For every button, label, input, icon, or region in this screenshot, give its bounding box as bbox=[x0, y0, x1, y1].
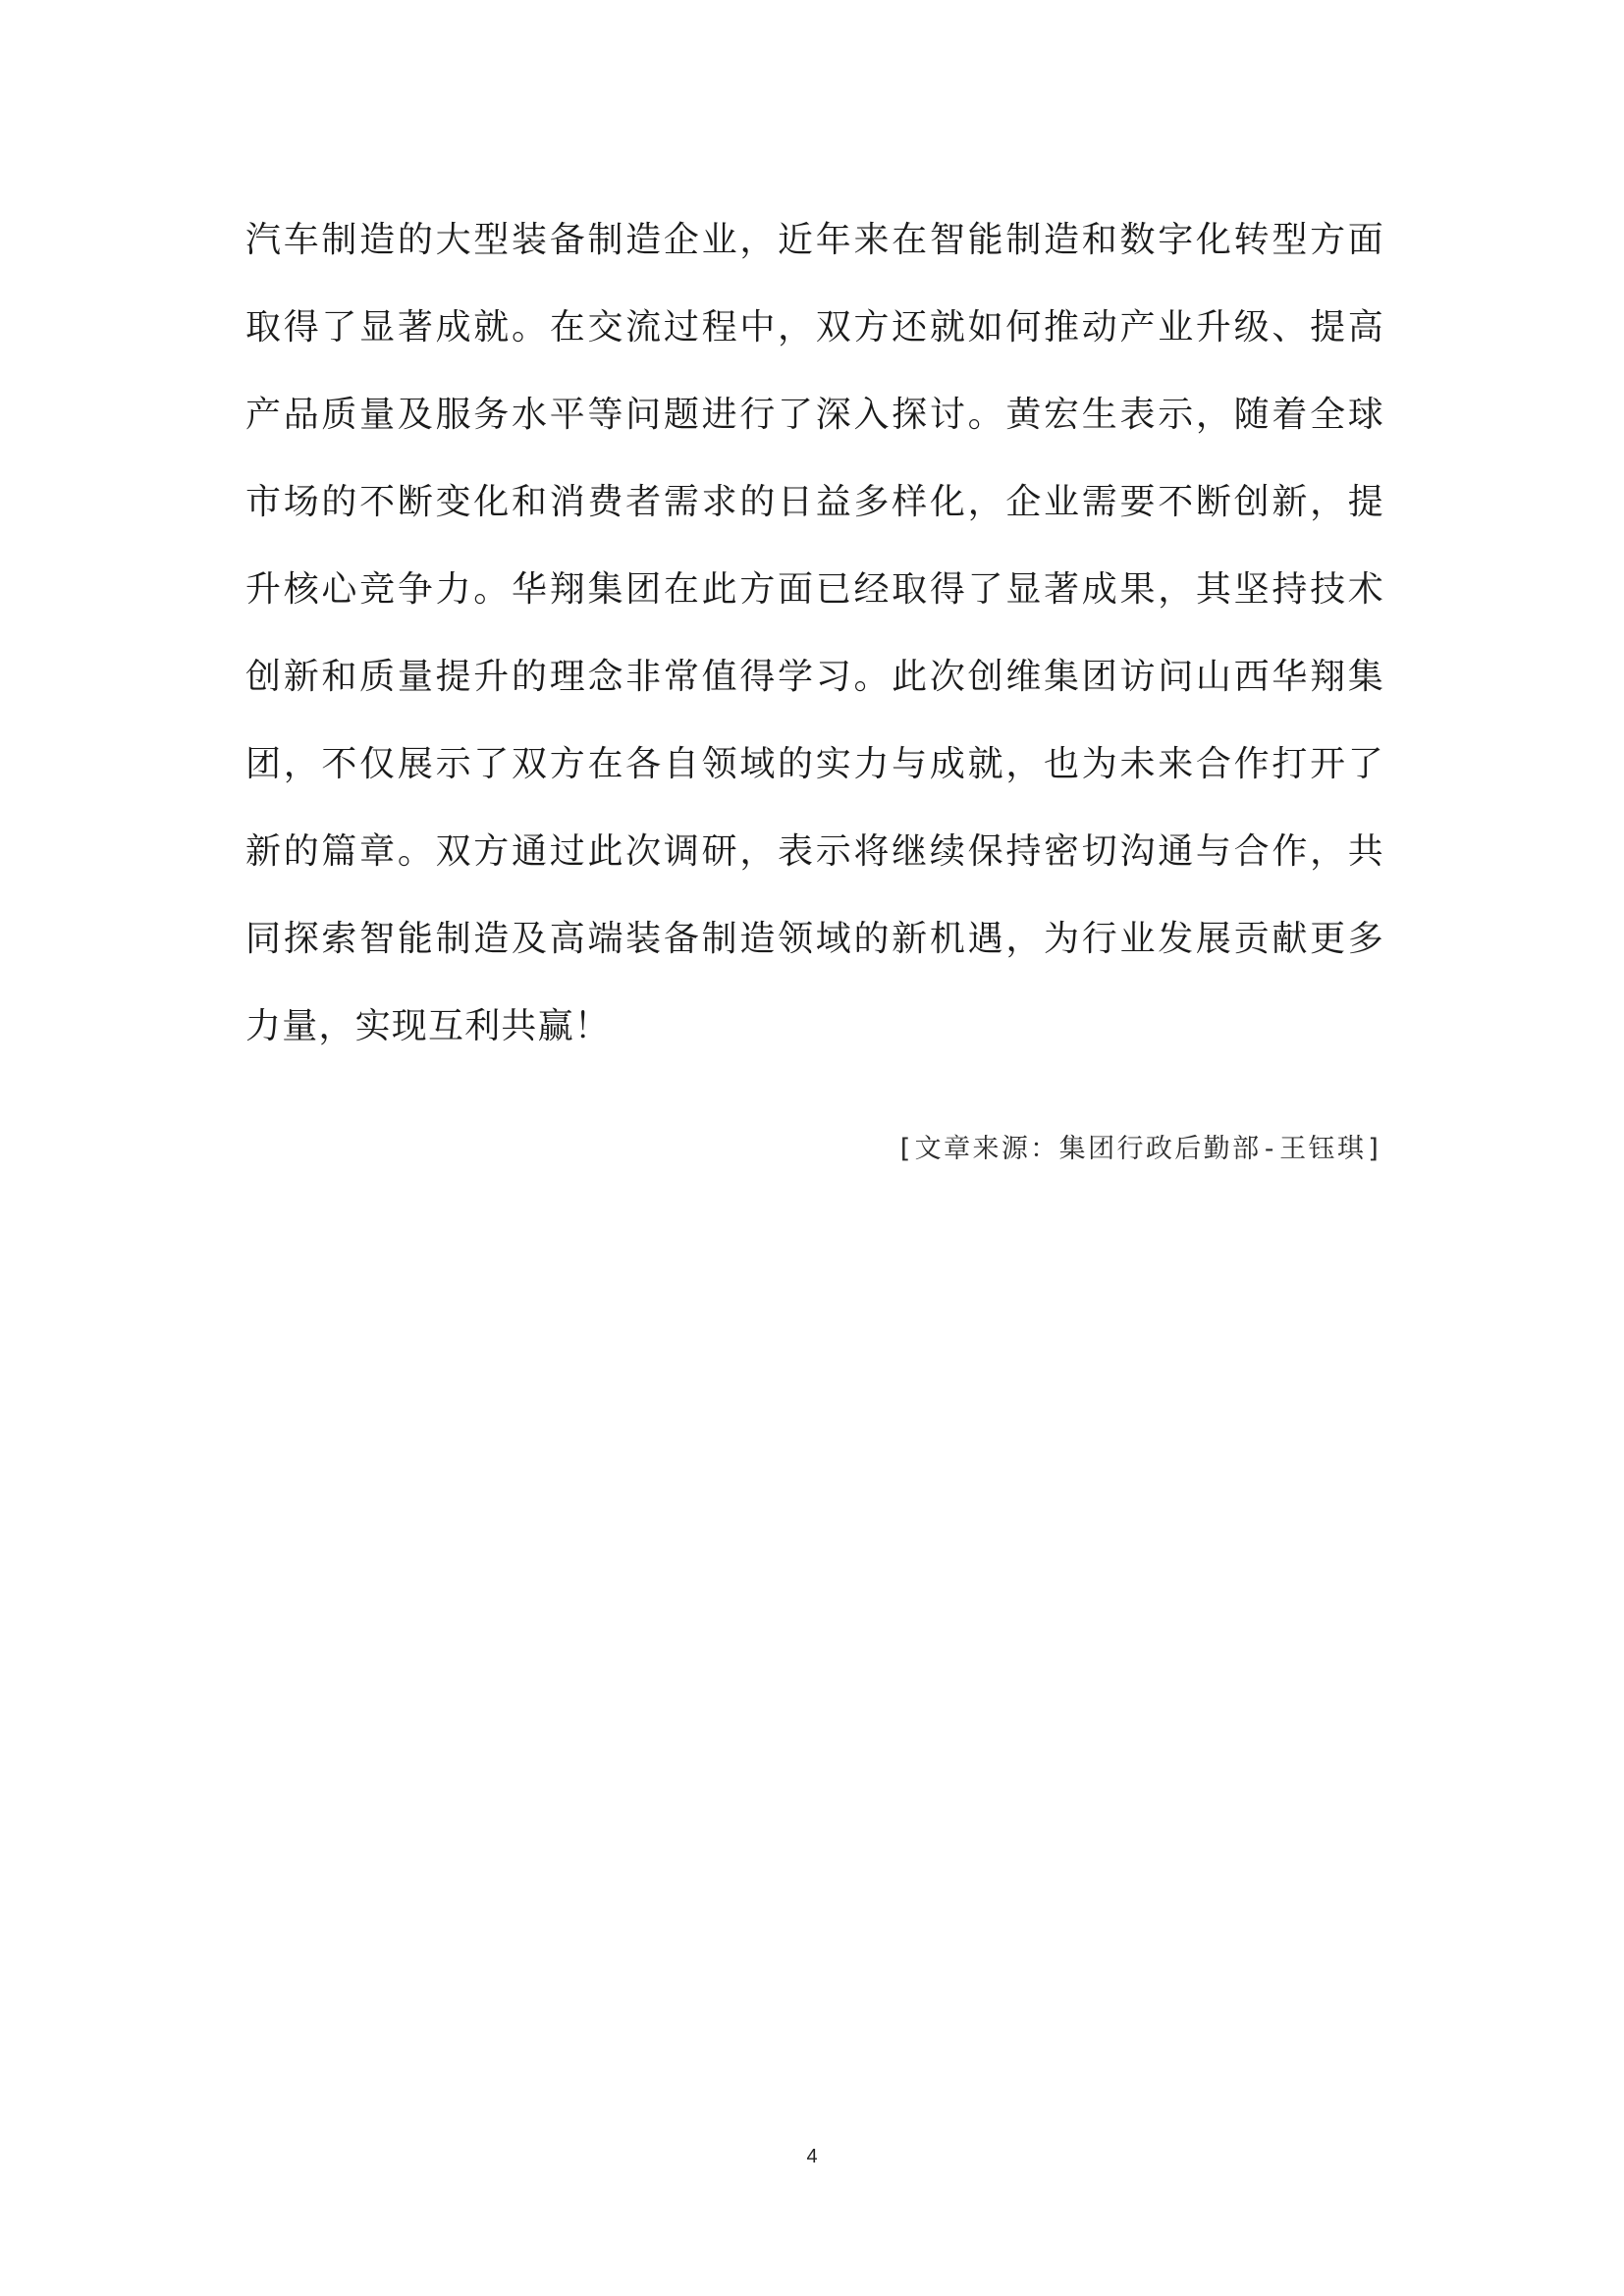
body-line-5: 升核心竞争力。华翔集团在此方面已经取得了显著成果，其坚持技术 bbox=[245, 569, 1384, 610]
article-source-note: [文章来源：集团行政后勤部-王钰琪] bbox=[896, 1134, 1384, 1164]
article-body bbox=[245, 196, 1384, 1070]
body-line-4: 市场的不断变化和消费者需求的日益多样化，企业需要不断创新，提 bbox=[245, 482, 1384, 522]
page-number: 4 bbox=[806, 2146, 818, 2167]
body-line-6: 创新和质量提升的理念非常值得学习。此次创维集团访问山西华翔集 bbox=[245, 657, 1384, 697]
body-line-10: 力量，实现互利共赢！ bbox=[245, 1006, 612, 1046]
body-line-7: 团，不仅展示了双方在各自领域的实力与成就，也为未来合作打开了 bbox=[245, 744, 1384, 784]
body-line-2: 取得了显著成就。在交流过程中，双方还就如何推动产业升级、提高 bbox=[245, 307, 1384, 347]
body-line-9: 同探索智能制造及高端装备制造领域的新机遇，为行业发展贡献更多 bbox=[245, 919, 1384, 959]
body-line-8: 新的篇章。双方通过此次调研，表示将继续保持密切沟通与合作，共 bbox=[245, 831, 1384, 872]
body-line-1: 汽车制造的大型装备制造企业，近年来在智能制造和数字化转型方面 bbox=[245, 220, 1384, 260]
body-line-3: 产品质量及服务水平等问题进行了深入探讨。黄宏生表示，随着全球 bbox=[245, 395, 1384, 435]
